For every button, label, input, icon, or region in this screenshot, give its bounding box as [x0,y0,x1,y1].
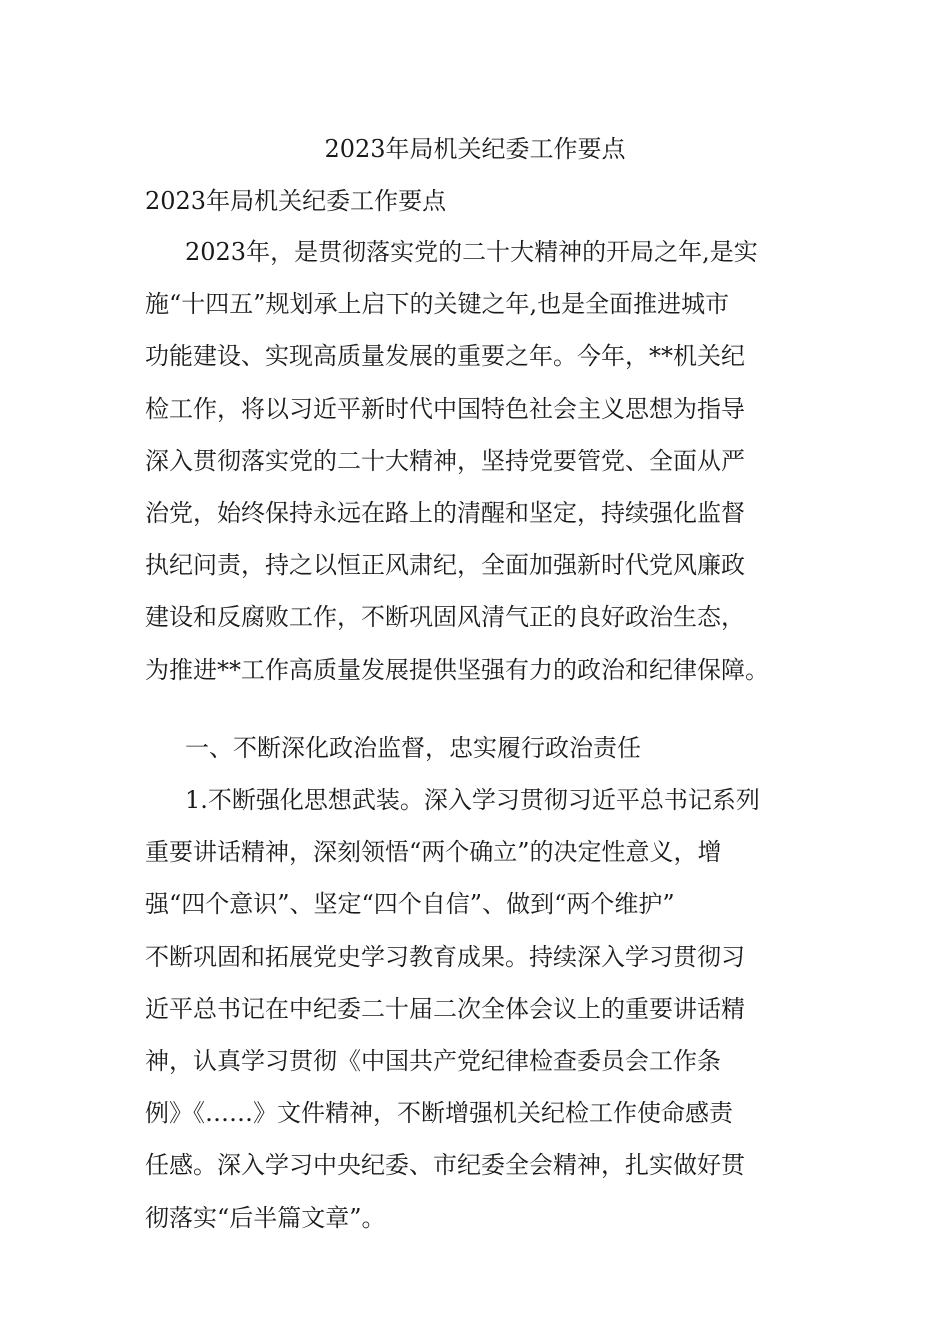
paragraph-line: 功能建设、实现高质量发展的重要之年。今年，**机关纪 [145,342,745,371]
paragraph-line: 近平总书记在中纪委二十届二次全体会议上的重要讲话精 [145,994,745,1023]
section-heading [145,722,641,774]
paragraph-line: 执纪问责，持之以恒正风肃纪，全面加强新时代党风廉政 [145,551,745,580]
paragraph-line: 神，认真学习贯彻《中国共产党纪律检查委员会工作条 [145,1046,721,1075]
item-paragraph [145,774,760,1244]
paragraph-line: 1.不断强化思想武装。深入学习贯彻习近平总书记系列 [185,786,760,814]
paragraph-line: 施“十四五”规划承上启下的关键之年,也是全面推进城市 [145,290,730,319]
paragraph-line: 建设和反腐败工作，不断巩固风清气正的良好政治生态， [145,603,745,632]
paragraph-line: 不断巩固和拓展党史学习教育成果。持续深入学习贯彻习 [145,942,745,971]
document-title: 2023年局机关纪委工作要点 [324,135,626,163]
paragraph-line: 强“四个意识”、坚定“四个自信”、做到“两个维护” [145,890,675,919]
paragraph-line: 2023年，是贯彻落实党的二十大精神的开局之年,是实 [185,238,758,266]
intro-paragraph [145,226,769,696]
paragraph-line: 检工作，将以习近平新时代中国特色社会主义思想为指导 [145,394,745,423]
paragraph-line: 重要讲话精神，深刻领悟“两个确立”的决定性意义，增 [145,838,722,867]
paragraph-line: 为推进**工作高质量发展提供坚强有力的政治和纪律保障。 [145,655,769,684]
paragraph-line: 深入贯彻落实党的二十大精神，坚持党要管党、全面从严 [145,446,745,475]
paragraph-line: 任感。深入学习中央纪委、市纪委全会精神，扎实做好贯 [145,1151,745,1180]
section-heading-text: 一、不断深化政治监督，忠实履行政治责任 [185,734,641,762]
document-subtitle: 2023年局机关纪委工作要点 [145,187,447,215]
paragraph-line: 彻落实“后半篇文章”。 [145,1203,386,1232]
paragraph-line: 治党，始终保持永远在路上的清醒和坚定，持续强化监督 [145,498,745,527]
paragraph-line: 例》《……》文件精神，不断增强机关纪检工作使命感责 [145,1099,733,1128]
